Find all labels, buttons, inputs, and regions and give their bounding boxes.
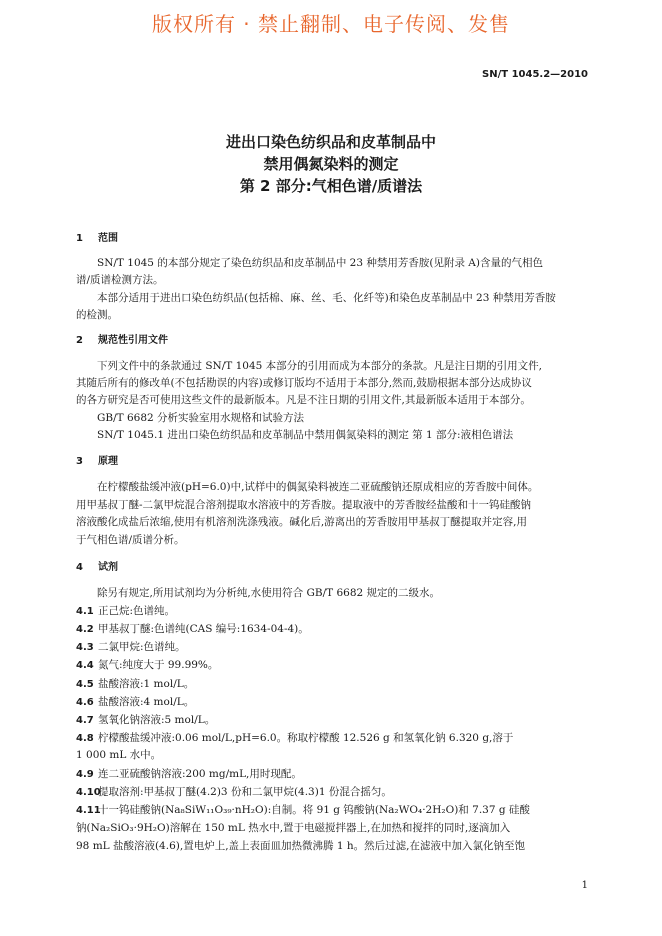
paragraph-line: 溶液酸化成盐后浓缩,使用有机溶剂洗涤残液。碱化后,游离出的芳香胺用甲基叔丁醚提取并定容,用 [76, 516, 528, 528]
item-text: 正己烷:色谱纯。 [98, 605, 176, 617]
paragraph-line: 用甲基叔丁醚-二氯甲烷混合溶剂提取水溶液中的芳香胺。提取液中的芳香胺经盐酸和十一钨硅酸钠 [76, 499, 532, 511]
reagent-item [76, 640, 588, 655]
item-text: 甲基叔丁醚:色谱纯(CAS 编号:1634-04-4)。 [98, 623, 309, 635]
paragraph-line: 本部分适用于进出口染色纺织品(包括棉、麻、丝、毛、化纤等)和染色皮革制品中 23 种禁用芳香胺 [97, 292, 556, 304]
paragraph-line: 的检测。 [76, 309, 118, 321]
reagent-item [76, 803, 588, 818]
standard-number: SN/T 1045.2—2010 [482, 69, 588, 80]
item-text: 连二亚硫酸钠溶液:200 mg/mL,用时现配。 [98, 768, 302, 780]
reference-entry: SN/T 1045.1 进出口染色纺织品和皮革制品中禁用偶氮染料的测定 第 1 部分:液相色谱法 [97, 429, 514, 441]
reagent-item [76, 695, 588, 710]
section-title: 范围 [98, 233, 118, 244]
reagent-item [76, 658, 588, 673]
item-number: 4.5 [76, 679, 94, 690]
item-number: 4.11 [76, 805, 101, 816]
title-line-1: 进出口染色纺织品和皮革制品中 [225, 133, 436, 151]
paragraph-line: 其随后所有的修改单(不包括勘误的内容)或修订版均不适用于本部分,然而,鼓励根据本部分达成协议 [76, 377, 532, 389]
paragraph-line: 于气相色谱/质谱分析。 [76, 534, 185, 546]
reagent-item [76, 713, 588, 728]
item-text: 氢氧化钠溶液:5 mol/L。 [98, 714, 216, 726]
item-text: 盐酸溶液:4 mol/L。 [98, 696, 195, 708]
item-number: 4.2 [76, 624, 94, 635]
page-number: 1 [581, 880, 588, 891]
item-number: 4.9 [76, 769, 94, 780]
item-number: 4.10 [76, 787, 101, 798]
item-text: 提取溶剂:甲基叔丁醚(4.2)3 份和二氯甲烷(4.3)1 份混合摇匀。 [98, 786, 392, 798]
item-text: 盐酸溶液:1 mol/L。 [98, 678, 195, 690]
item-number: 4.7 [76, 715, 94, 726]
paragraph-line: 下列文件中的条款通过 SN/T 1045 本部分的引用而成为本部分的条款。凡是注日期的引用文件, [97, 360, 542, 372]
item-number: 4.8 [76, 733, 94, 744]
section-number: 2 [76, 335, 83, 346]
reagent-item [76, 767, 588, 782]
reagent-item [76, 677, 588, 692]
title-line-3: 第 2 部分:气相色谱/质谱法 [239, 177, 423, 195]
item-number: 4.1 [76, 606, 94, 617]
item-text: 二氯甲烷:色谱纯。 [98, 641, 186, 653]
section-title: 原理 [98, 456, 118, 467]
item-number: 4.4 [76, 660, 94, 671]
reference-entry: GB/T 6682 分析实验室用水规格和试验方法 [97, 412, 305, 424]
reagent-item [76, 622, 588, 637]
paragraph-line: 谱/质谱检测方法。 [76, 274, 164, 286]
title-line-2: 禁用偶氮染料的测定 [263, 155, 399, 173]
item-text: 柠檬酸盐缓冲液:0.06 mol/L,pH=6.0。称取柠檬酸 12.526 g 和氢氧化钠 6.320 g,溶于 [98, 732, 514, 744]
paragraph-line: SN/T 1045 的本部分规定了染色纺织品和皮革制品中 23 种禁用芳香胺(见附录 A)含量的气相色 [97, 257, 543, 269]
item-number: 4.6 [76, 697, 94, 708]
paragraph-line: 的各方研究是否可使用这些文件的最新版本。凡是不注日期的引用文件,其最新版本适用于本部分。 [76, 394, 531, 406]
section-number: 1 [76, 233, 83, 244]
item-continuation: 98 mL 盐酸溶液(4.6),置电炉上,盖上表面皿加热微沸腾 1 h。然后过滤,在滤液中加入氯化钠至饱 [76, 840, 525, 852]
section-title: 规范性引用文件 [98, 335, 168, 346]
item-text: 氮气:纯度大于 99.99%。 [98, 659, 219, 671]
section-heading-reagents [76, 561, 588, 575]
item-text: 十一钨硅酸钠(Na₈SiW₁₁O₃₉·nH₂O):自制。将 91 g 钨酸钠(Na₂WO₄·2H₂O)和 7.37 g 硅酸 [98, 804, 530, 816]
section-number: 4 [76, 562, 83, 573]
paragraph-line: 在柠檬酸盐缓冲液(pH=6.0)中,试样中的偶氮染料被连二亚硫酸钠还原成相应的芳香胺中间体。 [97, 481, 539, 493]
copyright-banner: 版权所有 · 禁止翻制、电子传阅、发售 [151, 12, 511, 36]
reagent-item [76, 785, 588, 800]
paragraph-line: 除另有规定,所用试剂均为分析纯,水使用符合 GB/T 6682 规定的二级水。 [97, 587, 441, 599]
item-continuation: 钠(Na₂SiO₃·9H₂O)溶解在 150 mL 热水中,置于电磁搅拌器上,在加热和搅拌的同时,逐滴加入 [76, 822, 511, 834]
section-title: 试剂 [98, 562, 118, 573]
item-number: 4.3 [76, 642, 94, 653]
section-number: 3 [76, 456, 83, 467]
section-heading-principle [76, 455, 588, 469]
item-continuation: 1 000 mL 水中。 [76, 749, 162, 761]
reagent-item [76, 604, 588, 619]
section-heading-references [76, 334, 588, 348]
reagent-item [76, 731, 588, 746]
section-heading-scope [76, 232, 588, 246]
